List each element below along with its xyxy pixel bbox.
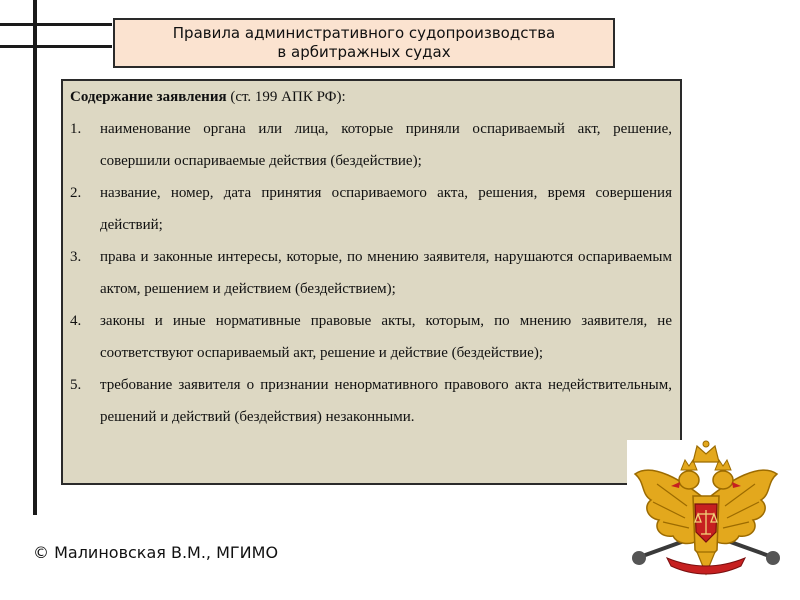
list-item <box>70 241 672 305</box>
list-item-text: наименование органа или лица, которые приняли оспариваемый акт, решение, совершили оспариваемые действия (бездействие); <box>100 121 672 169</box>
list-item <box>70 305 672 369</box>
slide-title-line-1: Правила административного судопроизводства <box>172 24 556 42</box>
requirements-list <box>70 113 672 433</box>
list-item-text: права и законные интересы, которые, по мнению заявителя, нарушаются оспариваемым актом, решением и действием (бездействием); <box>100 249 672 297</box>
decorative-horizontal-line <box>0 45 112 48</box>
list-item <box>70 113 672 177</box>
copyright-text: © Малиновская В.М., МГИМО <box>33 543 279 562</box>
list-item-text: требование заявителя о признании ненормативного правового акта недействительным, решений и действий (бездействия) незаконными. <box>100 377 672 425</box>
decorative-horizontal-line <box>0 23 112 26</box>
double-headed-eagle-emblem-icon <box>627 440 785 592</box>
intro-reference: (ст. 199 АПК РФ): <box>226 89 346 105</box>
decorative-vertical-line <box>33 0 37 515</box>
list-item-number: 5. <box>70 377 82 393</box>
content-intro <box>70 87 672 107</box>
list-item-number: 3. <box>70 249 82 265</box>
list-item <box>70 177 672 241</box>
slide-title <box>113 18 615 68</box>
list-item <box>70 369 672 433</box>
intro-heading: Содержание заявления <box>70 89 227 105</box>
list-item-text: название, номер, дата принятия оспариваемого акта, решения, время совершения действий; <box>100 185 672 233</box>
list-item-number: 2. <box>70 185 82 201</box>
content-panel <box>61 79 682 485</box>
list-item-number: 1. <box>70 121 82 137</box>
list-item-number: 4. <box>70 313 82 329</box>
list-item-text: законы и иные нормативные правовые акты, которым, по мнению заявителя, не соответствуют оспариваемый акт, решение и действие (бездействие); <box>100 313 672 361</box>
slide-title-line-2: в арбитражных судах <box>277 43 451 61</box>
